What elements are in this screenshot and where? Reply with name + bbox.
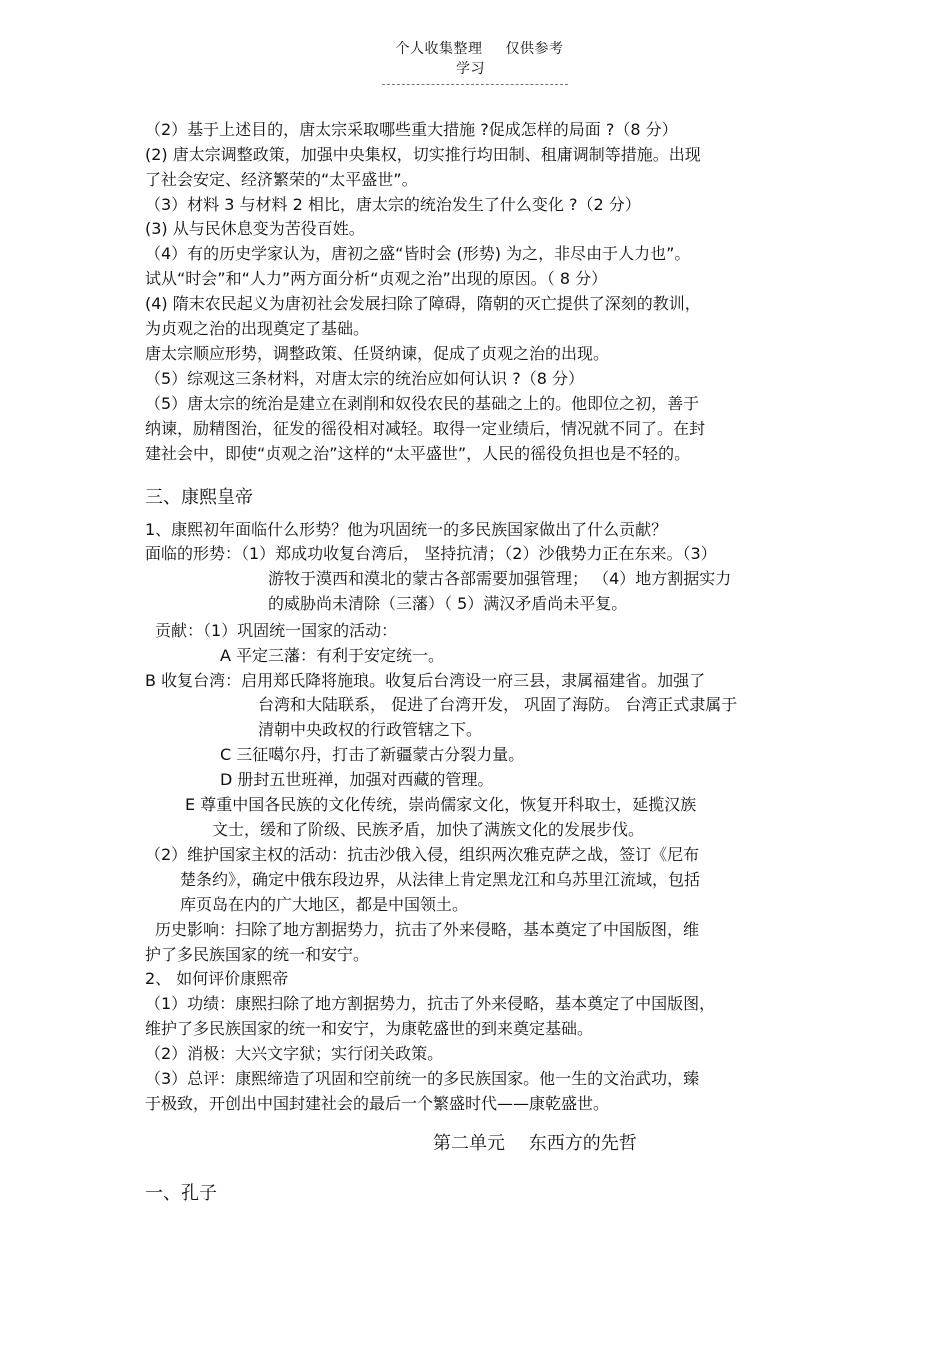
answer-5-line-1: （5）唐太宗的统治是建立在剥削和奴役农民的基础之上的。他即位之初，善于	[145, 394, 700, 413]
answer-4-line-2: 为贞观之治的出现奠定了基础。	[145, 319, 370, 338]
contribution-heading: 贡献：（1）巩固统一国家的活动：	[155, 621, 398, 640]
kangxi-question-1: 1、康熙初年面临什么形势？他为巩固统一的多民族国家做出了什么贡献？	[145, 520, 668, 539]
answer-2-line-2: 了社会安定、经济繁荣的“太平盛世”。	[145, 170, 418, 189]
question-4-line-2: 试从“时会”和“人力”两方面分析“贞观之治”出现的原因。（ 8 分）	[145, 269, 608, 288]
evaluation-summary-line-1: （3）总评：康熙缔造了巩固和空前统一的多民族国家。他一生的文治武功，臻	[145, 1069, 700, 1088]
section-heading-confucius: 一、孔子	[145, 1183, 217, 1204]
contribution-b-line-2: 台湾和大陆联系， 促进了台湾开发， 巩固了海防。 台湾正式隶属于	[258, 695, 738, 714]
section-heading-kangxi: 三、康熙皇帝	[145, 487, 253, 508]
contribution-e-line-1: E 尊重中国各民族的文化传统，崇尚儒家文化，恢复开科取士，延揽汉族	[185, 795, 697, 814]
sovereignty-line-3: 库页岛在内的广大地区，都是中国领土。	[180, 895, 469, 914]
answer-2-line-1: (2) 唐太宗调整政策，加强中央集权，切实推行均田制、租庸调制等措施。出现	[145, 145, 701, 164]
sovereignty-line-2: 楚条约》，确定中俄东段边界，从法律上肯定黑龙江和乌苏里江流域，包括	[180, 870, 701, 889]
sovereignty-line-1: （2）维护国家主权的活动：抗击沙俄入侵，组织两次雅克萨之战，签订《尼布	[145, 845, 700, 864]
evaluation-merit-line-1: （1）功绩：康熙扫除了地方割据势力，抗击了外来侵略，基本奠定了中国版图，	[145, 994, 716, 1013]
evaluation-negative: （2）消极：大兴文字狱；实行闭关政策。	[145, 1044, 444, 1063]
evaluation-merit-line-2: 维护了多民族国家的统一和安宁，为康乾盛世的到来奠定基础。	[145, 1019, 594, 1038]
contribution-c: C 三征噶尔丹，打击了新疆蒙古分裂力量。	[220, 745, 525, 764]
header-left-text: 个人收集整理	[395, 41, 483, 57]
question-5: （5）综观这三条材料，对唐太宗的统治应如何认识 ?（8 分）	[145, 369, 585, 388]
contribution-b-line-1: B 收复台湾：启用郑氏降将施琅。收复后台湾设一府三县，隶属福建省。加强了	[145, 671, 706, 690]
contribution-b-line-3: 清朝中央政权的行政管辖之下。	[258, 720, 483, 739]
page-header	[382, 38, 568, 85]
influence-line-2: 护了多民族国家的统一和安宁。	[145, 945, 370, 964]
contribution-d: D 册封五世班禅，加强对西藏的管理。	[220, 770, 494, 789]
header-right-text: 仅供参考学习	[456, 41, 564, 77]
answer-3: (3) 从与民休息变为苦役百姓。	[145, 219, 365, 238]
influence-line-1: 历史影响：扫除了地方割据势力，抗击了外来侵略，基本奠定了中国版图，维	[155, 920, 700, 939]
situation-line-3: 的威胁尚未清除（三藩）（ 5）满汉矛盾尚未平复。	[268, 594, 628, 613]
evaluation-summary-line-2: 于极致，开创出中国封建社会的最后一个繁盛时代——康乾盛世。	[145, 1094, 610, 1113]
contribution-e-line-2: 文士，缓和了阶级、民族矛盾，加快了满族文化的发展步伐。	[212, 820, 645, 839]
answer-5-line-2: 纳谏，励精图治，征发的徭役相对减轻。取得一定业绩后，情况就不同了。在封	[145, 419, 706, 438]
answer-4-line-1: (4) 隋末农民起义为唐初社会发展扫除了障碍，隋朝的灭亡提供了深刻的教训，	[145, 294, 701, 313]
question-4-line-1: （4）有的历史学家认为，唐初之盛“皆时会 (形势) 为之，非尽由于人力也”。	[145, 244, 691, 263]
answer-5-line-3: 建社会中，即使“贞观之治”这样的“太平盛世”，人民的徭役负担也是不轻的。	[145, 444, 691, 463]
answer-4-line-3: 唐太宗顺应形势，调整政策、任贤纳谏，促成了贞观之治的出现。	[145, 344, 610, 363]
question-3: （3）材料 3 与材料 2 相比，唐太宗的统治发生了什么变化 ?（2 分）	[145, 195, 641, 214]
kangxi-question-2: 2、 如何评价康熙帝	[145, 969, 289, 988]
unit-title: 第二单元 东西方的先哲	[433, 1133, 637, 1154]
contribution-a: A 平定三藩：有利于安定统一。	[220, 646, 445, 665]
situation-line-2: 游牧于漠西和漠北的蒙古各部需要加强管理； （4）地方割据实力	[268, 569, 732, 588]
situation-line-1: 面临的形势：（1）郑成功收复台湾后， 坚持抗清；（2）沙俄势力正在东来。（3）	[145, 544, 717, 563]
question-2: （2）基于上述目的，唐太宗采取哪些重大措施 ?促成怎样的局面 ?（8 分）	[145, 120, 678, 139]
